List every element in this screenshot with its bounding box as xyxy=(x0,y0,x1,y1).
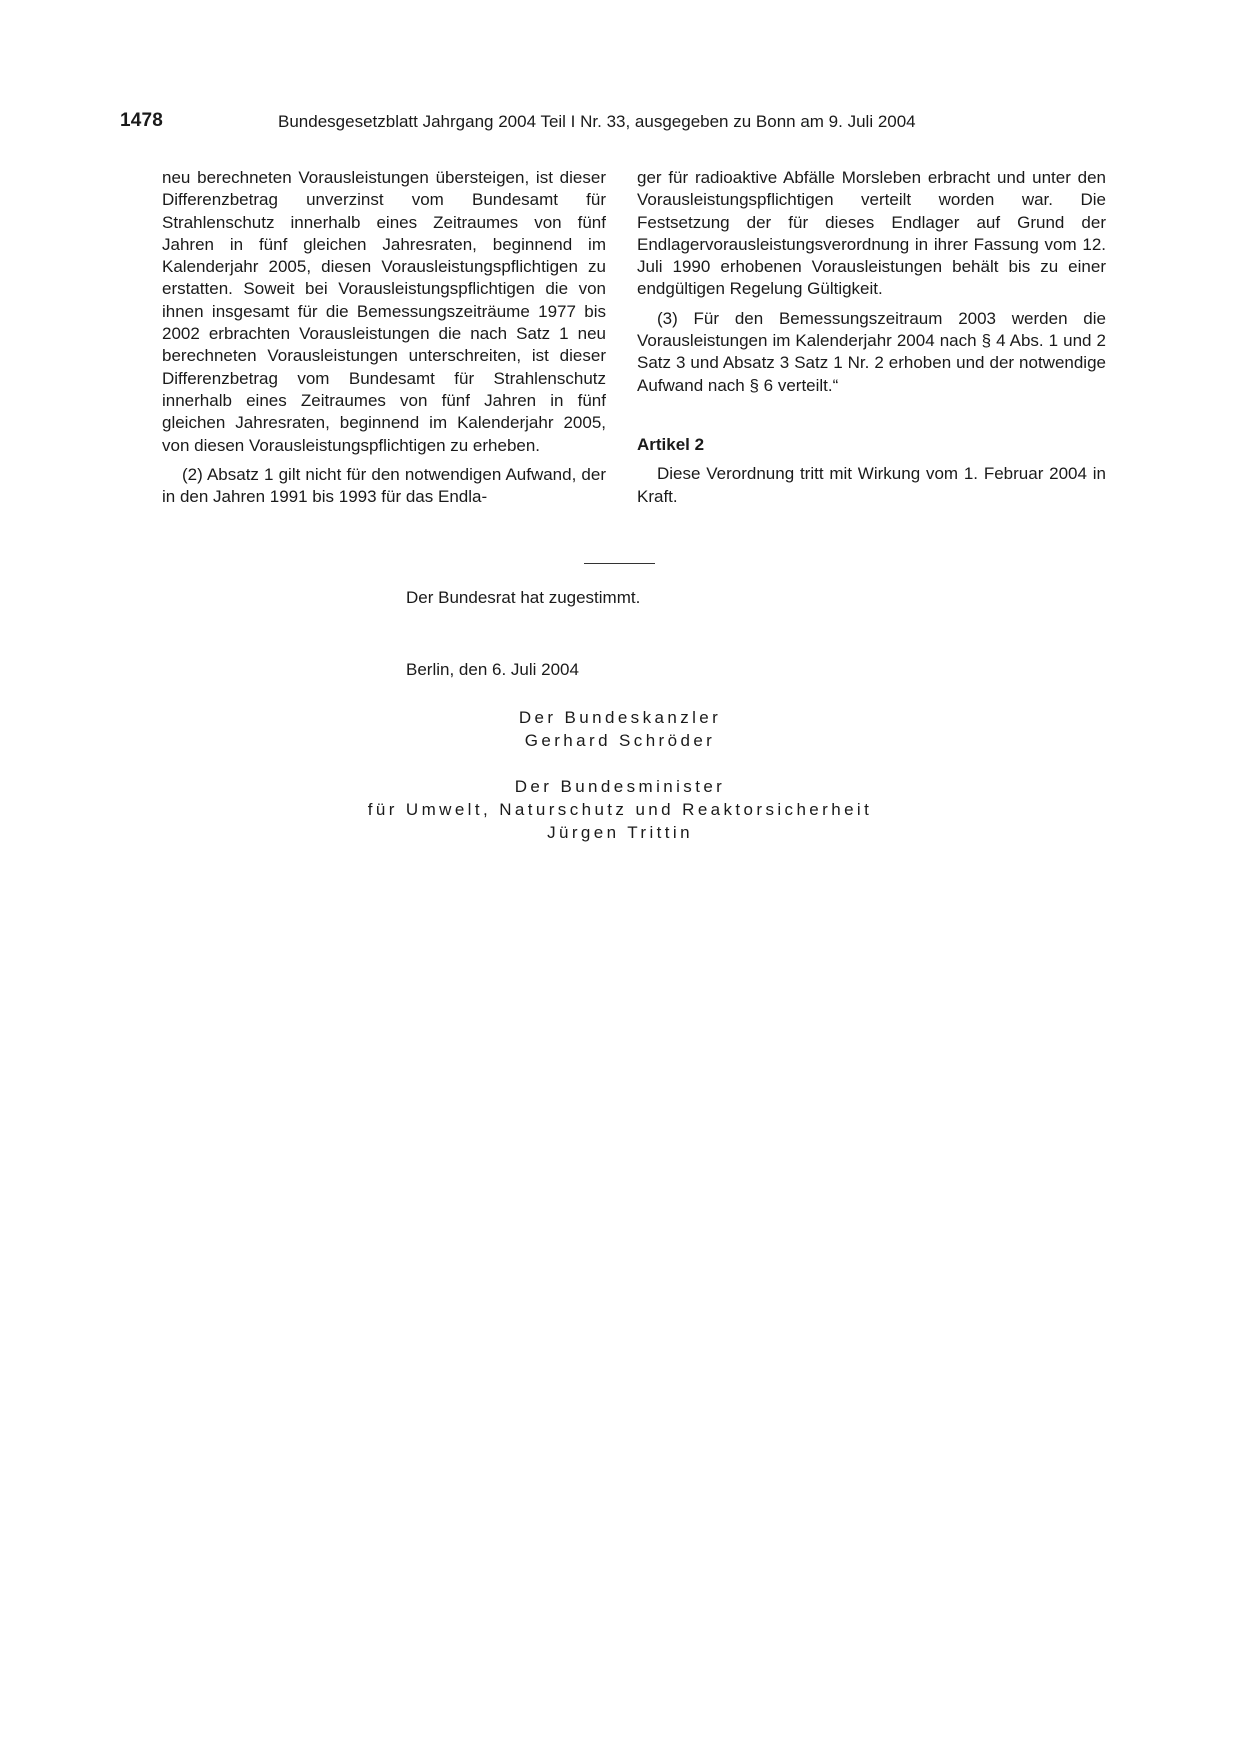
chancellor-name: Gerhard Schröder xyxy=(524,731,716,750)
signature-chancellor xyxy=(240,706,1000,752)
separator-rule xyxy=(584,563,655,564)
right-column xyxy=(637,167,1106,508)
right-paragraph-2: (3) Für den Bemessungszeitraum 2003 werden die Vorausleistungen im Kalenderjahr 2004 nach § 4 Abs. 1 und 2 Satz 3 und Absatz 3 Satz 1 Nr. 2 erhoben und der notwendige Aufwand nach § 6 verteilt.“ xyxy=(637,308,1106,395)
left-paragraph-2: (2) Absatz 1 gilt nicht für den notwendigen Aufwand, der in den Jahren 1991 bis 1993 für das Endla- xyxy=(162,464,606,507)
left-column xyxy=(162,167,606,508)
article-heading: Artikel 2 xyxy=(637,434,705,454)
minister-department: für Umwelt, Naturschutz und Reaktorsicherheit xyxy=(367,800,873,819)
minister-title: Der Bundesminister xyxy=(514,777,726,796)
right-paragraph-1: ger für radioaktive Abfälle Morsleben erbracht und unter den Vorausleistungspflichtigen verteilt worden war. Die Festsetzung der für dieses Endlager auf Grund der Endlagervorausleistungsverordnung in ihrer Fassung vom 12. Juli 1990 erhobenen Vorausleistungen behält bis zu einer endgültigen Regelung Gültigkeit. xyxy=(637,168,1106,299)
left-paragraph-1: neu berechneten Vorausleistungen übersteigen, ist dieser Differenzbetrag unverzinst vom Bundesamt für Strahlenschutz innerhalb eines Zeitraumes von fünf Jahren in fünf gleichen Jahresraten, beginnend im Kalenderjahr 2005, diesen Vorausleistungspflichtigen zu erstatten. Soweit bei Vorausleistungspflichtigen die von ihnen insgesamt für die Bemessungszeiträume 1977 bis 2002 erbrachten Vorausleistungen die nach Satz 1 neu berechneten Vorausleistungen unterschreiten, ist dieser Differenzbetrag vom Bundesamt für Strahlenschutz innerhalb eines Zeitraumes von fünf Jahren in fünf gleichen Jahresraten, beginnend im Kalenderjahr 2005, von diesen Vorausleistungspflichtigen zu erheben. xyxy=(162,168,606,455)
chancellor-title: Der Bundeskanzler xyxy=(518,708,722,727)
page-number: 1478 xyxy=(120,110,164,131)
bundesrat-consent: Der Bundesrat hat zugestimmt. xyxy=(406,588,641,607)
article-text: Diese Verordnung tritt mit Wirkung vom 1. Februar 2004 in Kraft. xyxy=(637,464,1106,506)
minister-name: Jürgen Trittin xyxy=(547,823,693,842)
place-date: Berlin, den 6. Juli 2004 xyxy=(406,660,579,679)
running-head: Bundesgesetzblatt Jahrgang 2004 Teil I Nr. 33, ausgegeben zu Bonn am 9. Juli 2004 xyxy=(278,112,916,131)
signature-minister xyxy=(240,775,1000,844)
